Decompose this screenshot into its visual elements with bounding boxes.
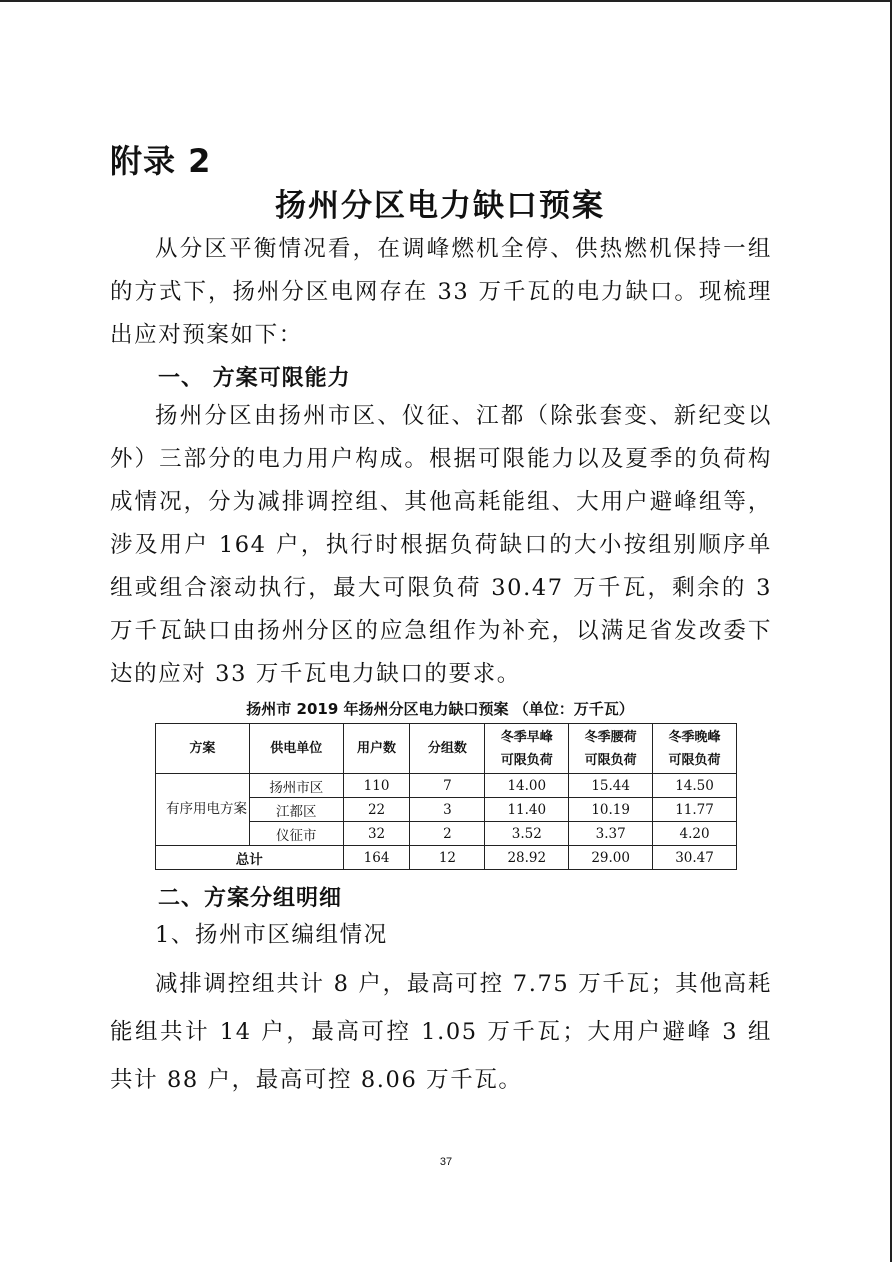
cell-midday: 15.44 — [569, 774, 653, 798]
group-label-cell: 有序用电方案 — [156, 774, 250, 846]
header-evening-line1: 冬季晚峰 — [668, 729, 721, 745]
header-morning-line1: 冬季早峰 — [500, 729, 553, 745]
header-midday-line1: 冬季腰荷 — [584, 729, 637, 745]
cell-groups: 3 — [410, 798, 485, 822]
page-border-top — [0, 0, 892, 2]
header-midday-load — [569, 724, 653, 774]
cell-groups: 7 — [410, 774, 485, 798]
cell-users: 32 — [343, 822, 410, 846]
load-limit-table — [155, 723, 737, 870]
total-users: 164 — [343, 846, 410, 870]
intro-paragraph: 从分区平衡情况看，在调峰燃机全停、供热燃机保持一组的方式下，扬州分区电网存在 33 万千瓦的电力缺口。现梳理出应对预案如下： — [110, 236, 772, 348]
header-plan: 方案 — [156, 724, 250, 774]
total-label: 总计 — [156, 846, 344, 870]
section2-heading: 二、方案分组明细 — [158, 886, 343, 911]
cell-midday: 10.19 — [569, 798, 653, 822]
table-total-row — [156, 846, 737, 870]
cell-evening: 4.20 — [653, 822, 737, 846]
cell-users: 22 — [343, 798, 410, 822]
cell-users: 110 — [343, 774, 410, 798]
header-groups: 分组数 — [410, 724, 485, 774]
header-midday-line2: 可限负荷 — [584, 752, 637, 768]
cell-morning: 14.00 — [485, 774, 569, 798]
cell-groups: 2 — [410, 822, 485, 846]
subsection1-paragraph: 减排调控组共计 8 户，最高可控 7.75 万千瓦；其他高耗能组共计 14 户，最高可控 1.05 万千瓦；大用户避峰 3 组共计 88 户，最高可控 8.06 万千瓦。 — [110, 971, 772, 1093]
header-evening-peak — [653, 724, 737, 774]
section1-paragraph: 扬州分区由扬州市区、仪征、江都（除张套变、新纪变以外）三部分的电力用户构成。根据可限能力以及夏季的负荷构成情况，分为减排调控组、其他高耗能组、大用户避峰组等，涉及用户 164 户，执行时根据负荷缺口的大小按组别顺序单组或组合滚动执行，最大可限负荷 30.47 万千瓦，剩余的 3 万千瓦缺口由扬州分区的应急组作为补充，以满足省发改委下达的应对 33 万千瓦电力缺口的要求。 — [110, 403, 772, 687]
cell-unit: 仪征市 — [249, 822, 343, 846]
table-row — [156, 774, 737, 798]
table-caption: 扬州市 2019 年扬州分区电力缺口预案 （单位：万千瓦） — [246, 700, 634, 718]
total-morning: 28.92 — [485, 846, 569, 870]
page-number: 37 — [439, 1156, 453, 1168]
header-users: 用户数 — [343, 724, 410, 774]
header-morning-line2: 可限负荷 — [500, 752, 553, 768]
header-morning-peak — [485, 724, 569, 774]
header-evening-line2: 可限负荷 — [668, 752, 721, 768]
total-evening: 30.47 — [653, 846, 737, 870]
total-groups: 12 — [410, 846, 485, 870]
cell-unit: 扬州市区 — [249, 774, 343, 798]
appendix-label: 附录 2 — [110, 142, 212, 180]
cell-morning: 11.40 — [485, 798, 569, 822]
header-unit: 供电单位 — [249, 724, 343, 774]
cell-morning: 3.52 — [485, 822, 569, 846]
cell-evening: 11.77 — [653, 798, 737, 822]
total-midday: 29.00 — [569, 846, 653, 870]
cell-unit: 江都区 — [249, 798, 343, 822]
subsection1-heading: 1、扬州市区编组情况 — [155, 922, 388, 948]
document-title: 扬州分区电力缺口预案 — [275, 188, 605, 224]
cell-evening: 14.50 — [653, 774, 737, 798]
section1-heading: 一、 方案可限能力 — [158, 366, 351, 391]
table-header-row — [156, 724, 737, 774]
cell-midday: 3.37 — [569, 822, 653, 846]
